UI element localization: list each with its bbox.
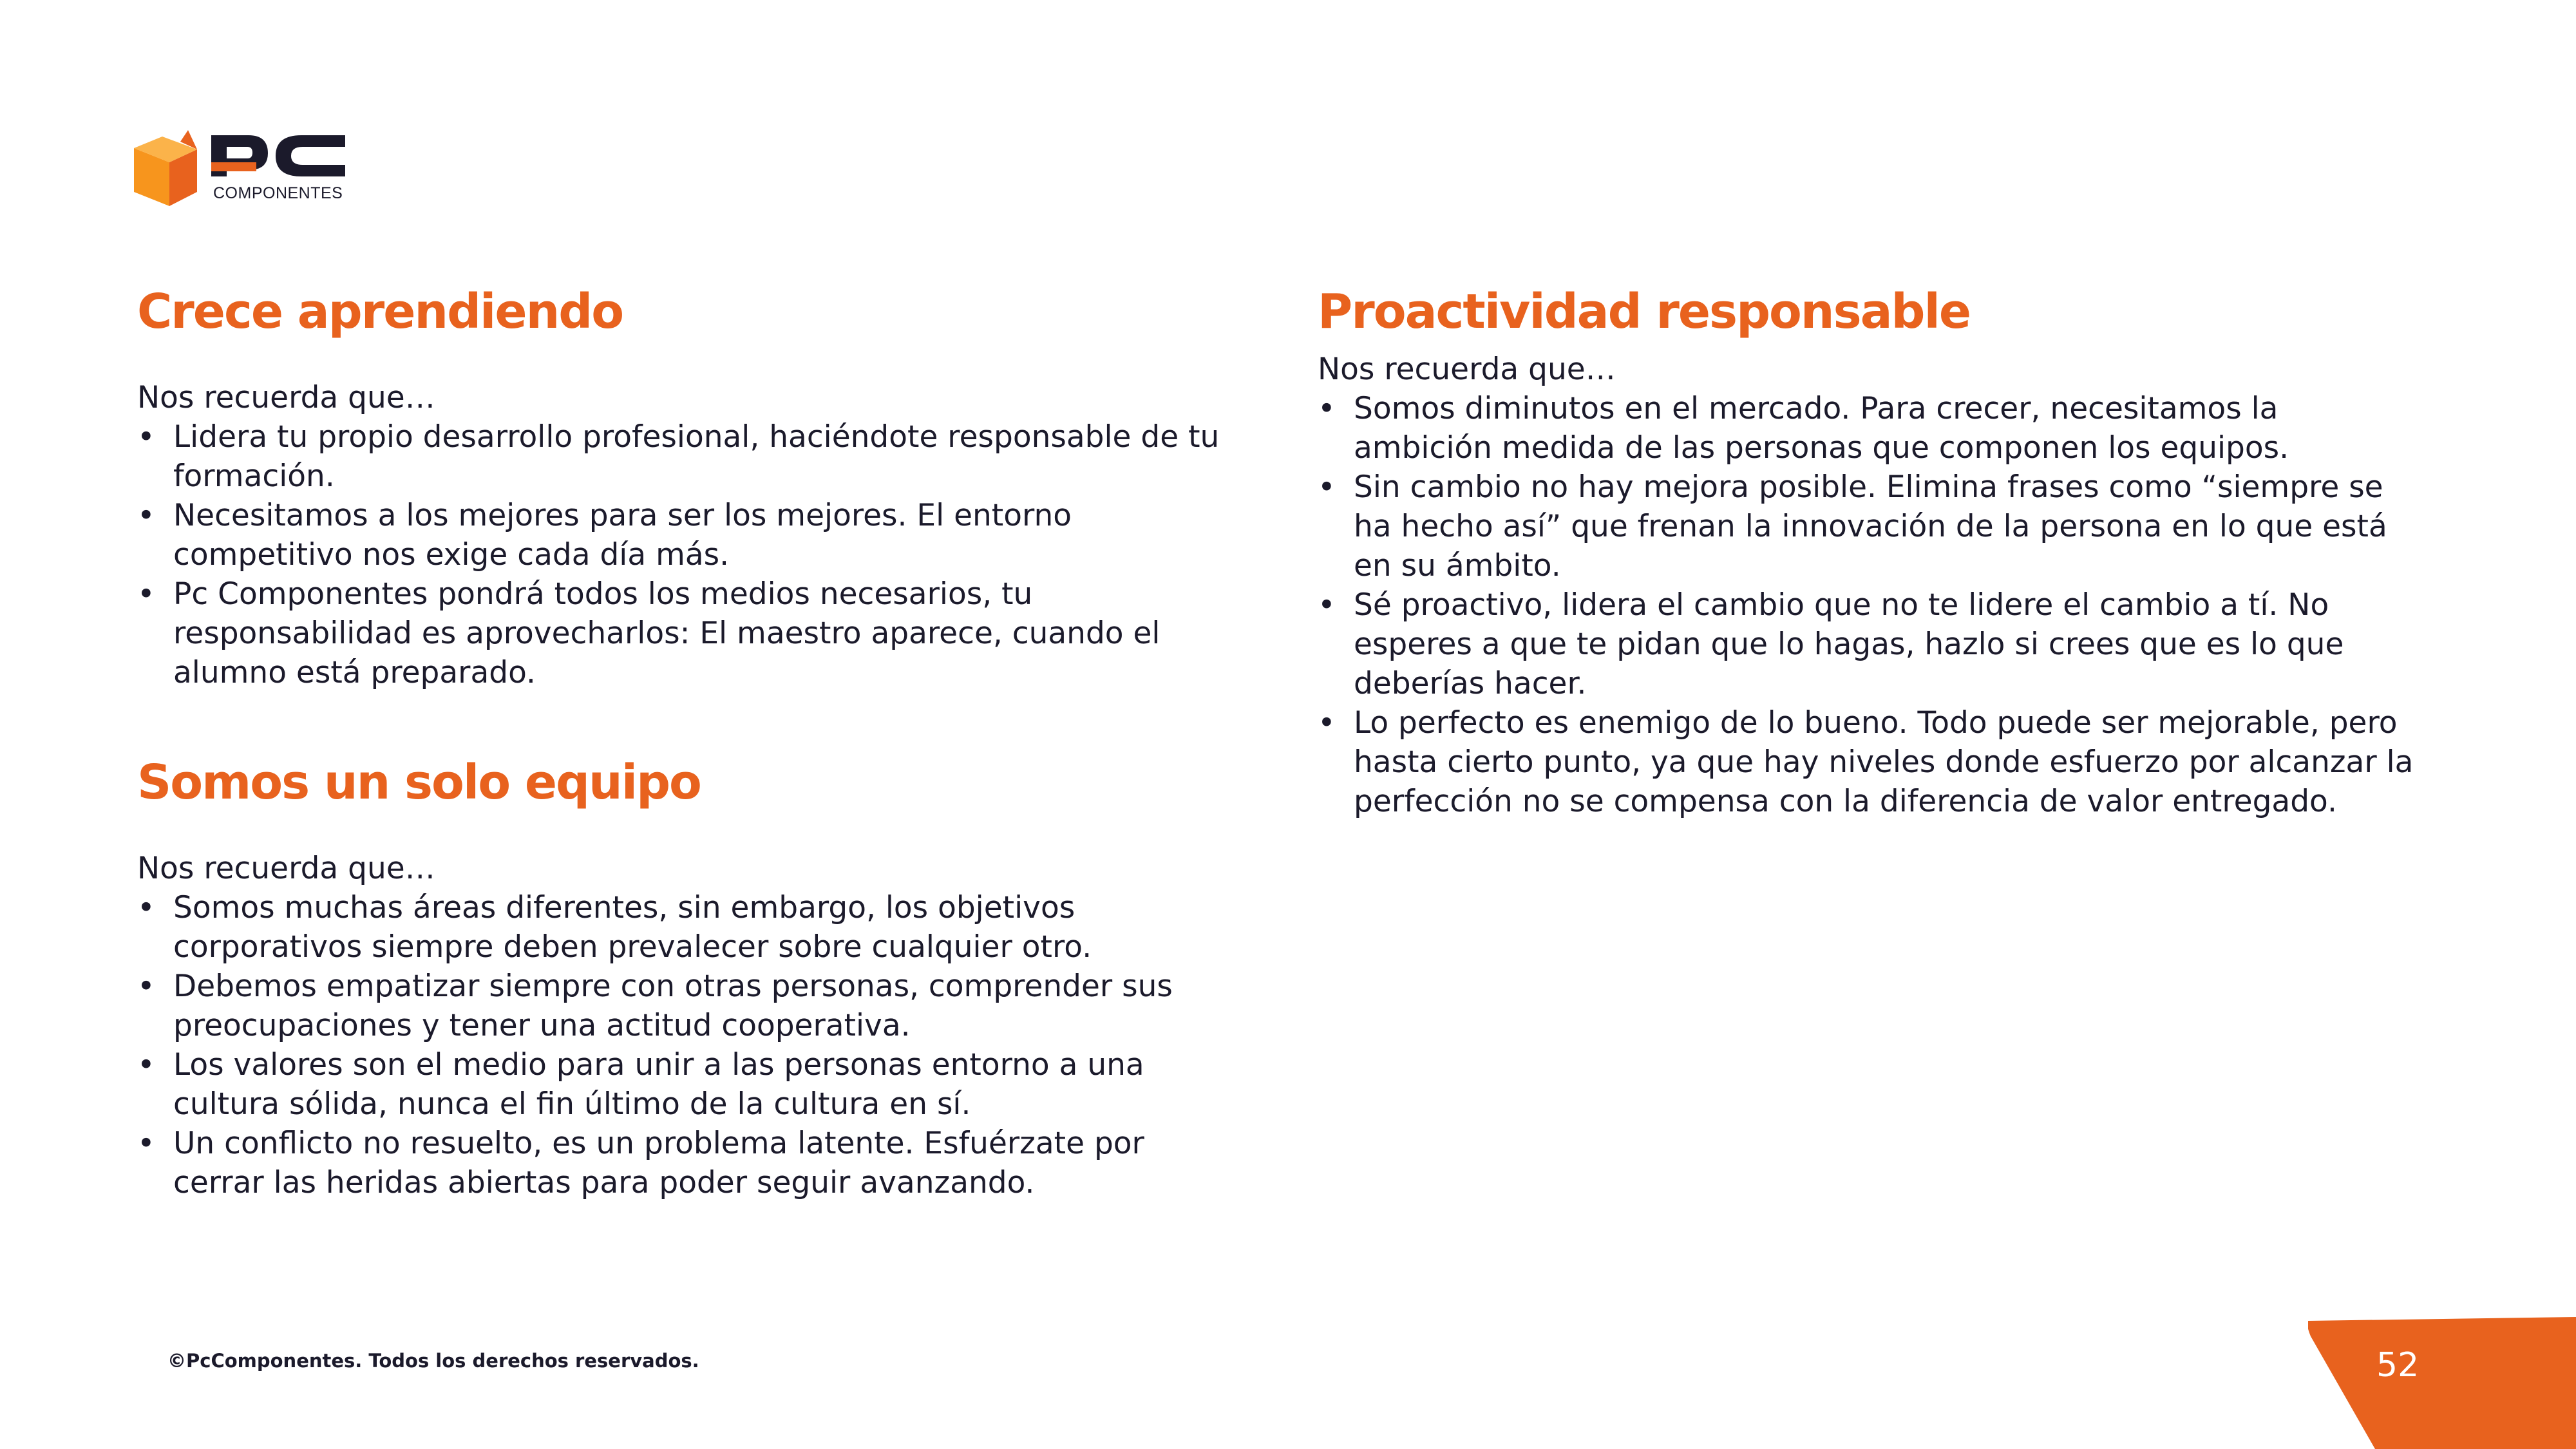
list-item	[137, 417, 1232, 496]
bullet-list	[137, 888, 1232, 1202]
bullet-icon: •	[137, 1047, 155, 1083]
section-title: Somos un solo equipo	[137, 755, 701, 810]
list-item	[1318, 468, 2425, 585]
section-somos-un-solo-equipo	[137, 757, 1232, 1202]
section-intro: Nos recuerda que…	[137, 380, 435, 416]
bullet-icon: •	[1318, 469, 1336, 506]
bullet-icon: •	[137, 1126, 155, 1162]
list-item	[137, 967, 1232, 1045]
bullet-icon: •	[1318, 587, 1336, 623]
page-number-tab	[2308, 1317, 2576, 1449]
list-item-text: Lidera tu propio desarrollo profesional, haciéndote responsable de tu formación.	[173, 419, 1220, 495]
bullet-icon: •	[137, 419, 155, 455]
section-intro: Nos recuerda que…	[1318, 352, 1616, 388]
list-item	[137, 888, 1232, 967]
pc-wordmark	[211, 130, 346, 182]
section-title: Crece aprendiendo	[137, 284, 623, 339]
bullet-icon: •	[1318, 705, 1336, 741]
page-number: 52	[2376, 1346, 2420, 1385]
copyright-notice: ©PcComponentes. Todos los derechos reservados.	[167, 1350, 699, 1372]
list-item-text: Debemos empatizar siempre con otras personas, comprender sus preocupaciones y tener una actitud cooperativa.	[173, 969, 1173, 1044]
bullet-icon: •	[137, 498, 155, 534]
brand-logo	[134, 130, 346, 207]
list-item	[1318, 389, 2425, 468]
list-item	[137, 496, 1232, 574]
bullet-icon: •	[1318, 391, 1336, 427]
list-item-text: Somos diminutos en el mercado. Para crecer, necesitamos la ambición medida de las personas que componen los equipos.	[1354, 391, 2289, 466]
section-title: Proactividad responsable	[1318, 284, 1971, 339]
section-proactividad-responsable	[1318, 286, 2425, 821]
list-item	[1318, 703, 2425, 821]
list-item-text: Sin cambio no hay mejora posible. Elimina frases como “siempre se ha hecho así” que frenan la innovación de la persona en lo que está en su ámbito.	[1354, 469, 2387, 584]
bullet-list	[137, 417, 1232, 692]
logo-subtext: COMPONENTES	[213, 184, 343, 202]
list-item	[1318, 585, 2425, 703]
list-item-text: Pc Componentes pondrá todos los medios necesarios, tu responsabilidad es aprovecharlos: El maestro aparece, cuando el alumno está preparado.	[173, 576, 1160, 691]
list-item-text: Los valores son el medio para unir a las personas entorno a una cultura sólida, nunca el fin último de la cultura en sí.	[173, 1047, 1144, 1122]
list-item	[137, 1045, 1232, 1124]
list-item-text: Somos muchas áreas diferentes, sin embargo, los objetivos corporativos siempre deben prevalecer sobre cualquier otro.	[173, 890, 1092, 965]
bullet-icon: •	[137, 576, 155, 612]
bullet-icon: •	[137, 890, 155, 926]
list-item	[137, 1124, 1232, 1202]
section-intro: Nos recuerda que…	[137, 851, 435, 887]
list-item	[137, 574, 1232, 692]
bullet-list	[1318, 389, 2425, 821]
section-crece-aprendiendo	[137, 286, 1232, 692]
bullet-icon: •	[137, 969, 155, 1005]
list-item-text: Sé proactivo, lidera el cambio que no te lidere el cambio a tí. No esperes a que te pidan que lo hagas, hazlo si crees que es lo que deberías hacer.	[1354, 587, 2344, 702]
list-item-text: Lo perfecto es enemigo de lo bueno. Todo puede ser mejorable, pero hasta cierto punto, ya que hay niveles donde esfuerzo por alcanzar la perfección no se compensa con la diferencia de valor entregado.	[1354, 705, 2414, 820]
list-item-text: Necesitamos a los mejores para ser los mejores. El entorno competitivo nos exige cada día más.	[173, 498, 1072, 573]
box-logo-icon	[134, 130, 205, 206]
list-item-text: Un conflicto no resuelto, es un problema latente. Esfuérzate por cerrar las heridas abiertas para poder seguir avanzando.	[173, 1126, 1144, 1201]
